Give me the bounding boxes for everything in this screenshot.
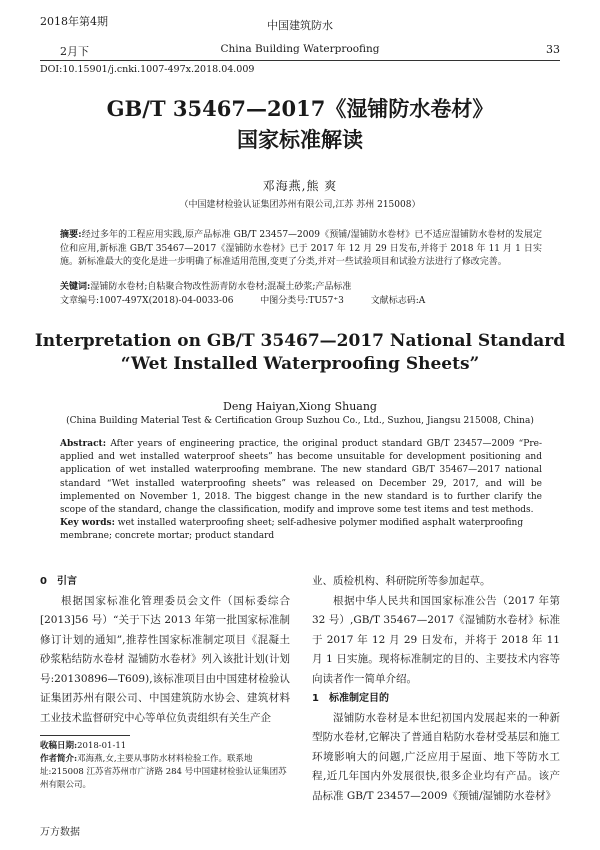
journal-name-cn: 中国建筑防水 — [267, 19, 333, 32]
footnote — [40, 740, 290, 792]
page-number: 33 — [546, 43, 560, 56]
keywords-en-label: Key words: — [60, 518, 115, 528]
title-cn-line1: GB/T 35467—2017《湿铺防水卷材》 — [106, 96, 494, 121]
document-code: 文献标志码:A — [370, 296, 426, 306]
database-brand: 万方数据 — [40, 827, 80, 838]
abstract-cn-label: 摘要: — [60, 230, 82, 240]
section-1-heading: 1 标准制定目的 — [312, 693, 389, 704]
received-label: 收稿日期: — [40, 741, 78, 751]
clc-number: 中图分类号:TU57⁺3 — [260, 296, 344, 306]
journal-name-en: China Building Waterproofing — [220, 43, 380, 55]
body-paragraph-1-continued: 业、质检机构、科研院所等参加起草。 — [312, 575, 491, 587]
authors-cn: 邓海燕,熊 爽 — [262, 179, 338, 193]
title-en-line2: “Wet Installed Waterproofing Sheets” — [120, 354, 480, 374]
keywords-cn — [60, 279, 542, 292]
body-paragraph-1: 根据国家标准化管理委员会文件（国标委综合[2013]56 号）“关于下达 2013 年第一批国家标准制修订计划的通知”,推荐性国家标准制定项目《混凝土砂浆粘结防水卷材 湿铺防水卷材》列入该批计划(计划号:20130896—T609),该标准项目由中国建材检验认证集团苏州有限公司、中国建筑防水协会、建筑材料工业技术监督研究中心等单位负责组织有关生产企 — [40, 594, 290, 724]
article-meta-cn — [60, 293, 542, 306]
affiliation-en: (China Building Material Test & Certification Group Suzhou Co., Ltd., Suzhou, Jiangsu 215008, China) — [66, 416, 534, 426]
header-rule — [40, 60, 560, 61]
body-column-left — [40, 572, 290, 728]
section-0-heading: 0 引言 — [40, 576, 77, 587]
abstract-cn — [60, 229, 542, 270]
keywords-en — [60, 517, 542, 543]
abstract-en — [60, 438, 542, 517]
author-bio — [40, 753, 290, 792]
received-date — [40, 740, 290, 753]
abstract-en-text: After years of engineering practice, the original product standard GB/T 23457—2009 “Pre-applied and wet installed waterproof sheets” has become unsuitable for development positioning and application of wet installed waterproofing membrane. The new standard GB/T 35467—2017 national standard “Wet installed waterproofing sheets” was released on December 29, 2017, and will be implemented on November 1, 2018. The biggest change in the new standard is to further clarify the scope of the standard, change the classification, modify and improve some test items and test methods. — [60, 439, 542, 516]
title-cn-line2: 国家标准解读 — [237, 127, 363, 152]
authors-en: Deng Haiyan,Xiong Shuang — [223, 400, 377, 413]
article-number: 文章编号:1007-497X(2018)-04-0033-06 — [60, 296, 234, 306]
keywords-cn-label: 关键词: — [60, 282, 91, 292]
title-cn — [0, 93, 600, 155]
author-bio-text: 邓海燕,女,主要从事防水材料检验工作。联系地址:215008 江苏省苏州市广济路 284 号中国建材检验认证集团苏州有限公司。 — [40, 754, 287, 790]
title-en — [0, 330, 600, 376]
title-en-line1: Interpretation on GB/T 35467—2017 National Standard — [34, 331, 566, 351]
issue-number: 2018年第4期 — [40, 15, 108, 28]
body-column-right — [312, 572, 560, 806]
keywords-cn-text: 湿铺防水卷材;自粘聚合物改性沥青防水卷材;混凝土砂浆;产品标准 — [90, 282, 352, 292]
footnote-rule — [40, 735, 130, 736]
author-bio-label: 作者简介: — [40, 754, 78, 764]
received-value: 2018-01-11 — [77, 741, 127, 751]
issue-month: 2月下 — [60, 45, 89, 58]
keywords-en-text: wet installed waterproofing sheet; self-adhesive polymer modified asphalt waterproofing membrane; concrete mortar; product standard — [60, 518, 524, 542]
doi: DOI:10.15901/j.cnki.1007-497x.2018.04.009 — [40, 64, 255, 75]
body-paragraph-2: 根据中华人民共和国国家标准公告（2017 年第 32 号）,GB/T 35467—2017《湿铺防水卷材》标准于 2017 年 12 月 29 日发布，并将于 2018 年 11 月 1 日实施。现将标准制定的目的、主要技术内容等向读者作一简单介绍。 — [312, 594, 560, 685]
affiliation-cn: （中国建材检验认证集团苏州有限公司,江苏 苏州 215008） — [179, 200, 421, 210]
body-paragraph-3: 湿铺防水卷材是本世纪初国内发展起来的一种新型防水卷材,它解决了普通自粘防水卷材受基层和施工环境影响大的问题,广泛应用于屋面、地下等防水工程,近几年国内外发展很快,很多企业均有产品。该产品标准 GB/T 23457—2009《预铺/湿铺防水卷材》 — [312, 711, 560, 802]
abstract-en-label: Abstract: — [60, 439, 107, 449]
abstract-cn-text: 经过多年的工程应用实践,原产品标准 GB/T 23457—2009《预铺/湿铺防水卷材》已不适应湿铺防水卷材的发展定位和应用,新标准 GB/T 35467—2017《湿铺防水卷材》已于 2017 年 12 月 29 日发布,并将于 2018 年 11 月 1 日实施。新标准最大的变化是进一步明确了标准适用范围,变更了分类,并对一些试验项目和试验方法进行了修改完善。 — [60, 230, 542, 267]
